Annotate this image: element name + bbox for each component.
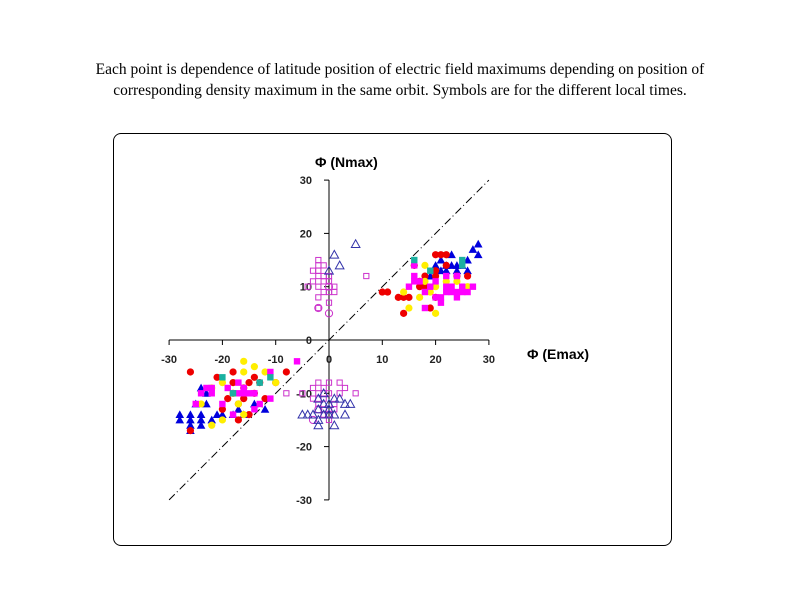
data-point <box>316 295 321 300</box>
y-tick-label: -10 <box>296 388 312 401</box>
data-point <box>422 305 428 311</box>
data-point <box>332 289 337 294</box>
data-point <box>257 379 263 385</box>
data-point <box>316 305 321 310</box>
y-tick-label: 10 <box>299 281 312 294</box>
data-point <box>432 310 439 317</box>
data-point <box>321 263 326 268</box>
chart-caption: Each point is dependence of latitude position of electric field maximums depending on position of corresponding density maximum in the same orbit. Symbols are for the different local times. <box>95 61 705 99</box>
y-tick-label: 0 <box>305 335 312 347</box>
data-point <box>251 406 257 412</box>
data-point <box>395 294 402 301</box>
data-point <box>230 411 236 417</box>
data-point <box>341 410 350 418</box>
data-point <box>193 401 199 407</box>
x-tick-label: -30 <box>161 354 178 366</box>
y-tick-label: 30 <box>299 175 312 188</box>
data-point <box>321 289 326 294</box>
data-point <box>284 391 289 396</box>
x-tick-label: 20 <box>429 354 442 366</box>
data-point <box>321 279 326 284</box>
data-point <box>316 268 321 273</box>
x-tick-label: 10 <box>376 354 389 366</box>
data-point <box>337 380 342 385</box>
data-point <box>283 368 290 375</box>
data-point <box>219 374 225 380</box>
data-point <box>364 273 369 278</box>
data-point <box>459 257 465 263</box>
data-point <box>432 251 439 258</box>
data-point <box>351 240 360 248</box>
data-point <box>187 368 194 375</box>
data-point <box>411 278 417 284</box>
y-ticks <box>296 175 329 507</box>
x-tick-label: -20 <box>214 354 231 366</box>
data-point <box>235 400 242 407</box>
data-point <box>316 273 321 278</box>
y-tick-label: -20 <box>296 441 312 454</box>
data-point <box>384 288 391 295</box>
data-point <box>330 250 339 258</box>
data-point <box>219 416 226 423</box>
data-point <box>427 268 433 274</box>
data-point <box>464 272 471 279</box>
data-point <box>335 261 344 269</box>
data-point <box>198 390 204 396</box>
data-point <box>353 391 358 396</box>
data-point <box>342 385 347 390</box>
data-point <box>209 390 215 396</box>
data-point <box>405 294 412 301</box>
data-point <box>208 422 215 429</box>
data-point <box>240 411 247 418</box>
scatter-plot <box>114 134 671 545</box>
data-point <box>187 427 194 434</box>
data-point <box>316 257 321 262</box>
x-tick-label: 30 <box>482 354 496 366</box>
data-point <box>427 284 433 290</box>
data-point <box>251 390 257 396</box>
data-point <box>405 304 412 311</box>
x-tick-label: -10 <box>267 354 284 366</box>
data-point <box>229 368 236 375</box>
data-point <box>235 379 241 385</box>
data-point <box>230 390 236 396</box>
data-point <box>438 299 444 305</box>
data-point <box>267 374 273 380</box>
data-point <box>240 358 247 365</box>
data-point <box>411 257 417 263</box>
y-axis-label: Φ (Nmax) <box>315 154 378 170</box>
data-point <box>316 263 321 268</box>
y-tick-label: -30 <box>296 494 312 507</box>
y-tick-label: 20 <box>299 228 312 241</box>
data-point <box>454 273 460 279</box>
data-point <box>219 401 225 407</box>
chart-panel <box>113 133 672 546</box>
data-point <box>310 268 315 273</box>
data-point <box>240 368 247 375</box>
data-point <box>443 273 449 279</box>
data-point <box>294 358 300 364</box>
data-point <box>474 240 483 248</box>
data-point <box>316 284 321 289</box>
x-axis-label: Φ (Emax) <box>527 346 590 362</box>
x-tick-label: 0 <box>325 354 333 366</box>
data-point <box>443 251 450 258</box>
x-ticks <box>161 340 495 366</box>
data-point <box>443 262 450 269</box>
data-point <box>316 380 321 385</box>
data-point <box>267 395 273 401</box>
data-point <box>400 310 407 317</box>
data-point <box>470 284 476 290</box>
data-point <box>251 363 258 370</box>
